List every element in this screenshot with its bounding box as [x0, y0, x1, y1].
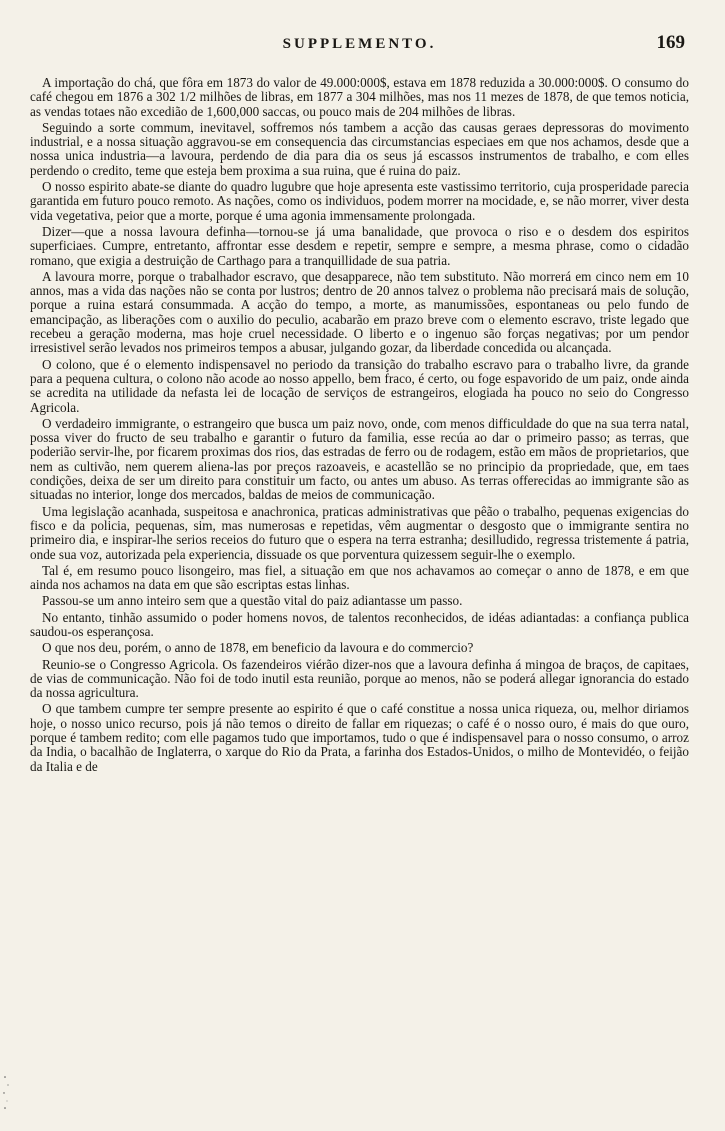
paragraph: O verdadeiro immigrante, o estrangeiro que busca um paiz novo, onde, com menos difficuldade do que na sua terra natal, possa viver do fructo de seu trabalho e garantir o futuro da familia, esse recúa ao dar o primeiro passo; as terras, que poderião servir-lhe, por ficarem proximas dos rios, das estradas de ferro ou de rodagem, estão em mãos de proprietarios, que nem as cultivão, nem querem aliena-las por preços razoaveis, e acastellão se no principio da propriedade, que, em taes condições, deixa de ser um direito para constituir um facto, ou antes um abuso. As terras offerecidas ao immigrante são as situadas no interior, longe dos mercados, baldas de meios de communicação. — [30, 415, 689, 503]
paragraph: A lavoura morre, porque o trabalhador escravo, que desapparece, não tem substituto. Não morrerá em cinco nem em 10 annos, mas a vida das nações não se conta por lustros; dentro de 20 annos talvez o problema não precisará mais de solução, porque a ruina estará consummada. A acção do tempo, a morte, as manumissões, espontaneas ou pelo fundo de emancipação, as liberações com o auxilio do peculio, acabarão em prazo breve com o elemento escravo, triste legado que recebeu a geração moderna, mas hoje cruel necessidade. O liberto e o ingenuo são forças negativas; por um pendor irresistivel serão levados nos primeiros tempos a abusar, julgando gozar, da liberdade concedida ou alcançada. — [30, 268, 689, 356]
page-number: 169 — [656, 32, 685, 53]
paragraph: O que tambem cumpre ter sempre presente ao espirito é que o café constitue a nossa unica riqueza, ou, melhor diriamos hoje, o nosso unico recurso, pois já não temos o direito de fallar em riquezas; o café é o nosso ouro, é mais do que ouro, porque é tambem redito; com elle pagamos tudo que importamos, tudo o que é indispensavel para o nosso consumo, o arroz da India, o bacalhão de Inglaterra, o xarque do Rio da Prata, a farinha dos Estados-Unidos, o milho de Montevidéo, o feijão da Italia e de — [30, 701, 689, 774]
paragraph: Dizer—que a nossa lavoura definha—tornou-se já uma banalidade, que provoca o riso e o desdem dos espiritos superficiaes. Cumpre, entretanto, affrontar esse desdem e repetir, sempre e sempre, a mesma phrase, como o cidadão romano, que exigia a destruição de Carthago para a tranquillidade de sua patria. — [30, 223, 689, 268]
paragraph: A importação do chá, que fôra em 1873 do valor de 49.000:000$, estava em 1878 reduzida a 30.000:000$. O consumo do café chegou em 1876 a 302 1/2 milhões de libras, em 1877 a 304 milhões, mas nos 11 mezes de 1878, de que temos noticia, as vendas totaes não excedião de 1,600,000 saccas, ou pouco mais de 204 milhões de libras. — [30, 75, 689, 119]
scan-edge-specks — [2, 1073, 16, 1113]
paragraph: Reunio-se o Congresso Agricola. Os fazendeiros viérão dizer-nos que a lavoura definha á mingoa de braços, de capitaes, de vias de communicação. Não foi de todo inutil esta reunião, porque ao menos, não se poderá allegar ignorancia do estado da nossa agricultura. — [30, 656, 689, 701]
paragraph: Tal é, em resumo pouco lisongeiro, mas fiel, a situação em que nos achavamos ao começar o anno de 1878, e em que ainda nos achamos na data em que são escriptas estas linhas. — [30, 562, 689, 593]
paragraph: Seguindo a sorte commum, inevitavel, soffremos nós tambem a acção das causas geraes depressoras do movimento industrial, e a nossa situação aggravou-se em consequencia das circumstancias especiaes em que nos achamos, desde que a nossa unica industria—a lavoura, perdendo de dia para dia os seus já escassos instrumentos de trabalho, e com elles perdendo o credito, teme que esteja bem proxima a sua ruina, que é ruina do paiz. — [30, 119, 689, 178]
body-text — [30, 76, 689, 774]
paragraph: No entanto, tinhão assumido o poder homens novos, de talentos reconhecidos, de idéas adiantadas: a confiança publica saudou-os esperançosa. — [30, 609, 689, 639]
running-title: SUPPLEMENTO. — [282, 36, 437, 52]
paragraph: Passou-se um anno inteiro sem que a questão vital do paiz adiantasse um passo. — [42, 593, 463, 609]
paragraph: O colono, que é o elemento indispensavel no periodo da transição do trabalho escravo para o trabalho livre, da grande para a pequena cultura, o colono não acode ao nosso appello, bem fraco, é certo, ou foge espavorido de um paiz, onde ainda se acredita na utilidade da nefasta lei de locação de serviços de estrangeiros, elogiada ha pouco no seio do Congresso Agricola. — [30, 356, 689, 415]
page-header — [30, 10, 689, 53]
paragraph: O que nos deu, porém, o anno de 1878, em beneficio da lavoura e do commercio? — [42, 640, 474, 656]
paragraph: O nosso espirito abate-se diante do quadro lugubre que hoje apresenta este vastissimo territorio, cuja prosperidade parecia garantida em futuro pouco remoto. As nações, como os individuos, podem morrer na mocidade, e, se não morrer, viver desta vida vegetativa, peior que a morte, porque é uma agonia immensamente prolongada. — [30, 179, 689, 223]
paragraph: Uma legislação acanhada, suspeitosa e anachronica, praticas administrativas que pêão o trabalho, pequenas exigencias do fisco e da policia, pequenas, sim, mas numerosas e repetidas, vêm augmentar o desgosto que o immigrante sentira no primeiro dia, e inspirar-lhe serios receios do futuro que o espera na terra estranha; desilludido, regressa tristemente á patria, onde sua voz, autorizada pela experiencia, dissuade os que porventura quizessem seguir-lhe o exemplo. — [30, 503, 689, 562]
